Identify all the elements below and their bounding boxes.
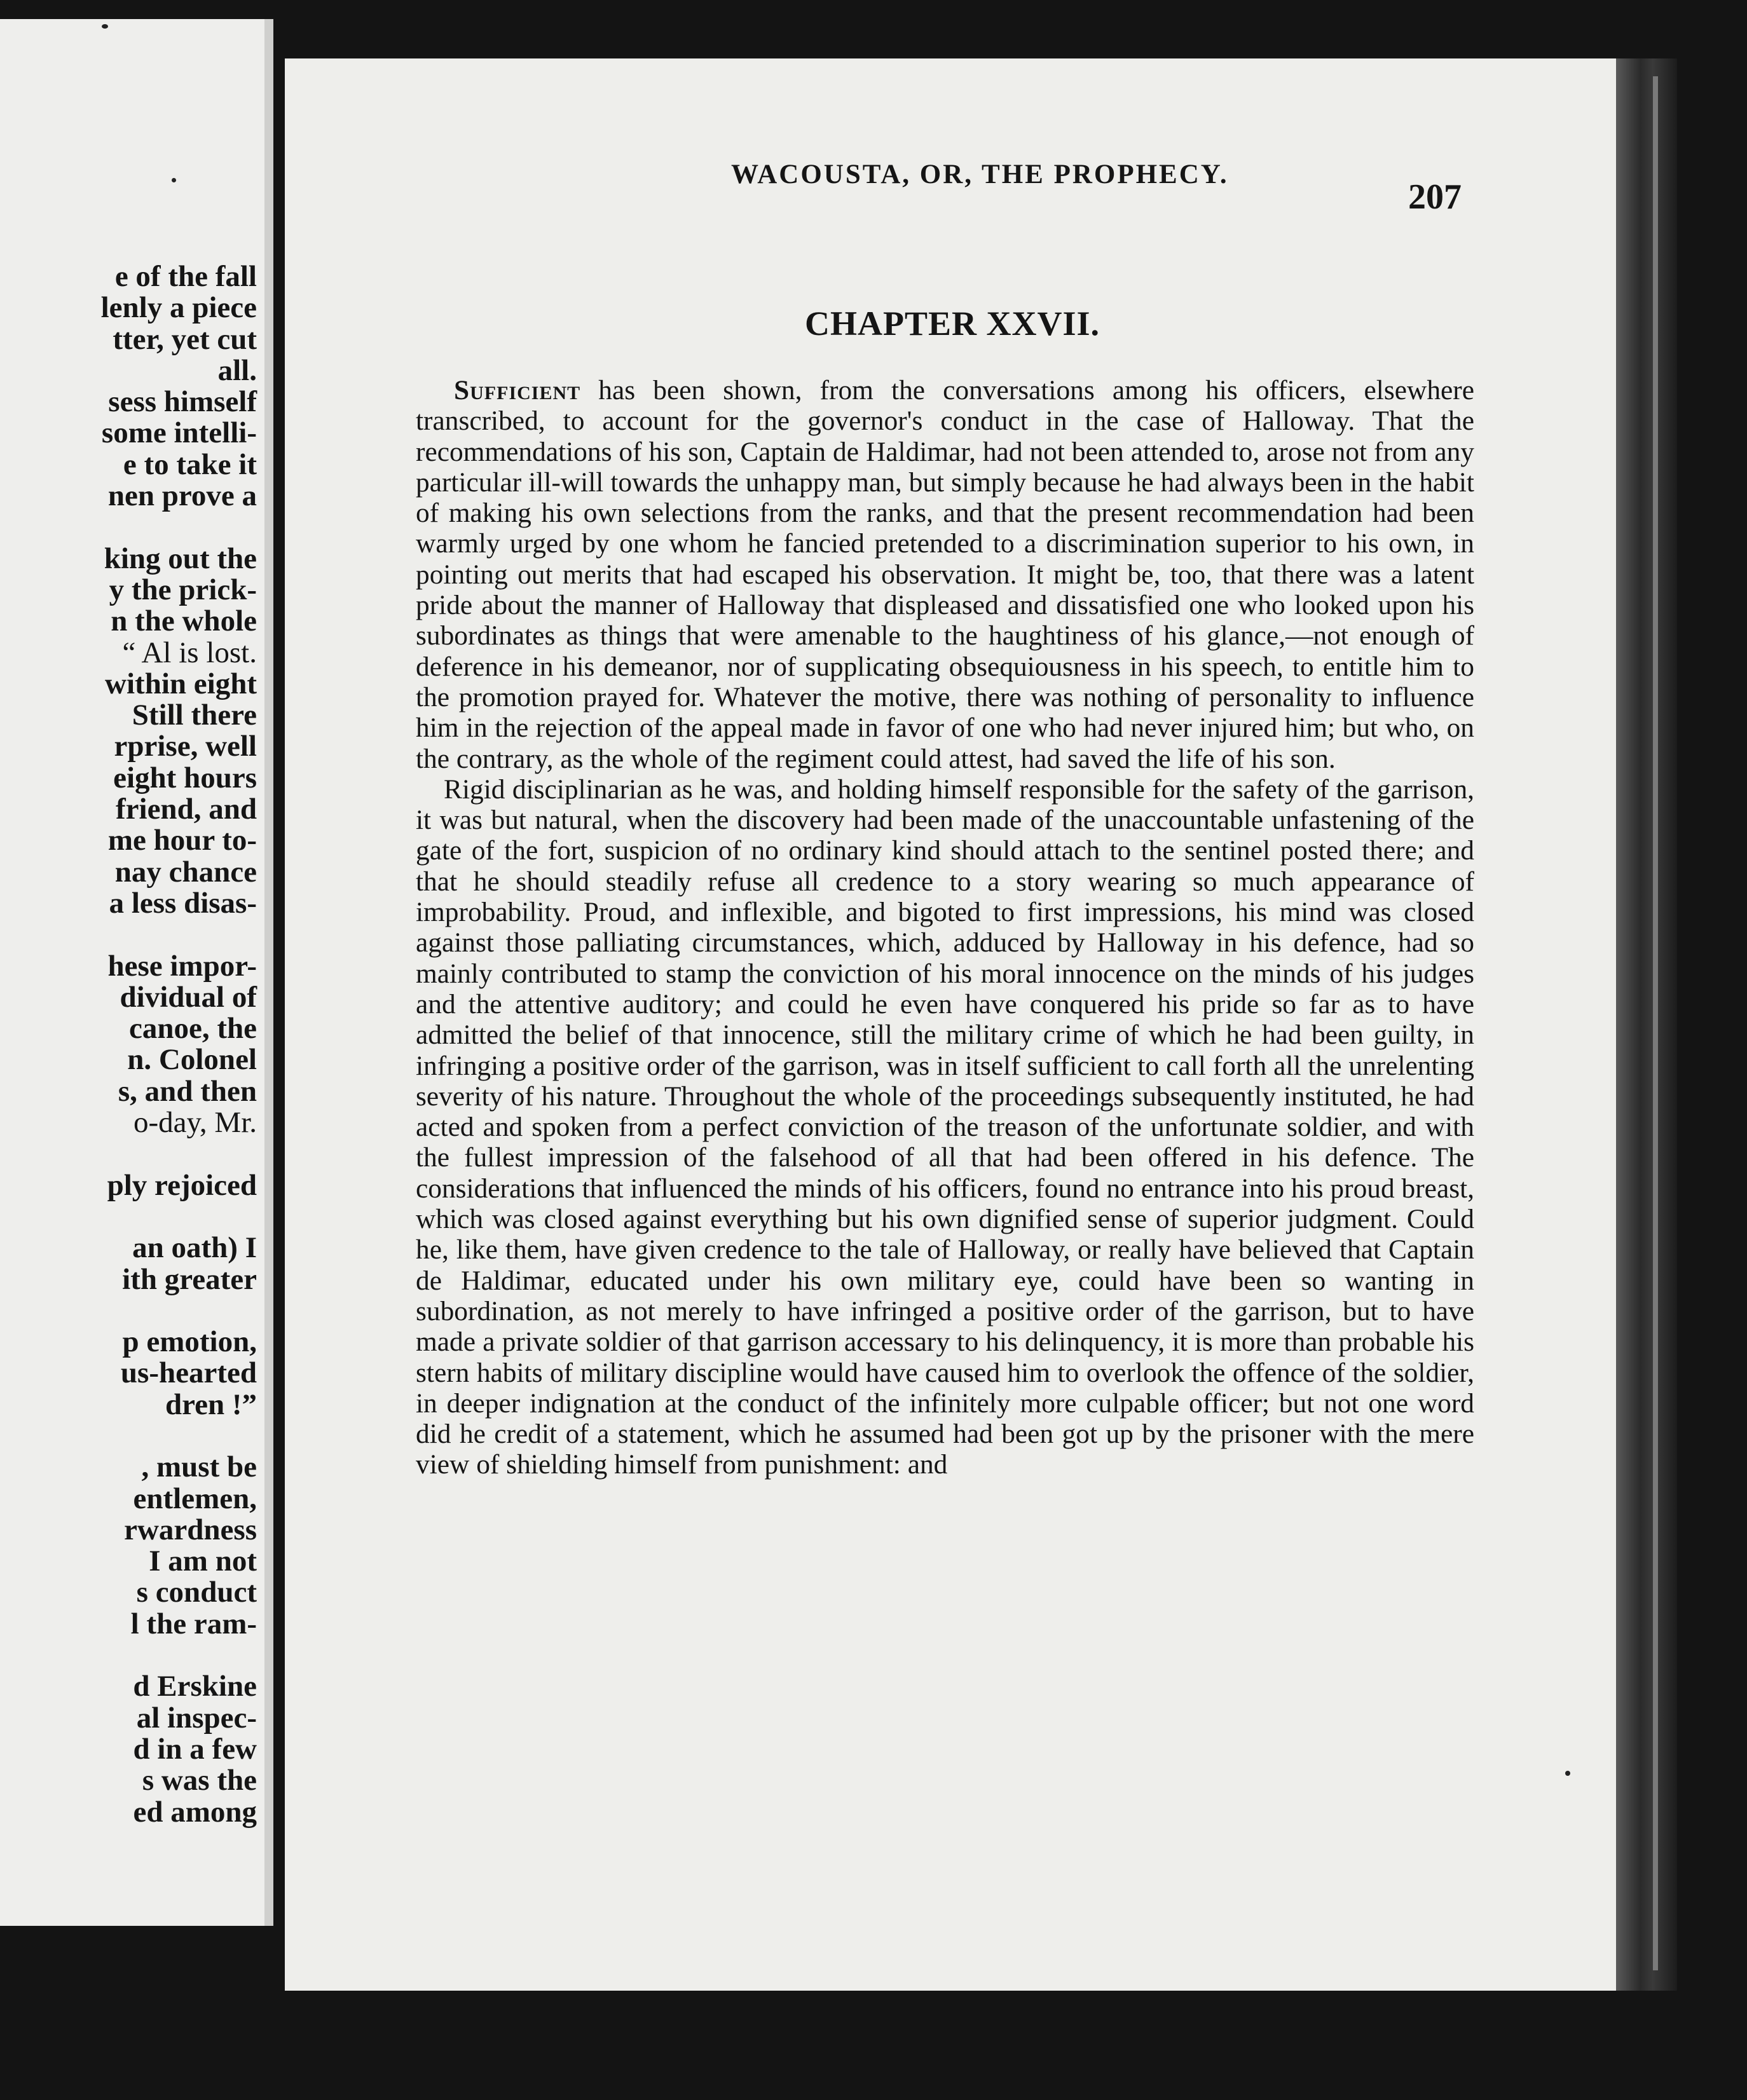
scan-speck [1565,1771,1570,1776]
running-head: WACOUSTA, OR, THE PROPHECY. [731,160,1229,189]
left-page-text [101,262,257,1829]
left-page-line: l the ram- [130,1607,257,1640]
paragraph-2 [416,774,1474,1480]
paragraph-text: Rigid disciplinarian as he was, and holding himself responsible for the safety of the garrison, it was but natural, when the discovery had been made of the unaccountable unfastening of the gate of the fort, suspicion of no ordinary kind should attach to the sentinel posted there; and that he should steadily refuse all credence to a story wearing so much appearance of improbability. Proud, and inflexible, and bigoted to first impressions, his mind was closed against those palliating circumstances, which, adduced by Halloway in his defence, had so mainly contributed to stamp the conviction of his moral innocence on the minds of his judges and the attentive auditory; and could he even have conquered his pride so far as to have admitted the belief of that innocence, still the military crime of which he had been guilty, in infringing a positive order of the garrison, was in itself sufficient to call forth all the unrelenting severity of his nature. Throughout the whole of the proceedings subsequently instituted, he had acted and spoken from a perfect conviction of the treason of the unfortunate soldier, and with the fullest impression of the falsehood of all that had been offered in his defence. The considerations that influenced the minds of his officers, found no entrance into his proud breast, which was closed against everything but his own dignified sense of superior judgment. Could he, like them, have given credence to the tale of Halloway, or really have believed that Captain de Haldimar, educated under his own military eye, could have been so wanting in subordination, as not merely to have infringed a positive order of the garrison, but to have made a private soldier of that garrison accessary to his delinquency, it is more than probable his stern habits of military discipline would have caused him to overlook the offence of the soldier, in deeper indignation at the conduct of the infinitely more culpable officer; but not one word did he credit of a statement, which he assumed had been got up by the prisoner with the mere view of shielding himself from punishment: and [416,774,1474,1480]
left-page-line [101,1640,257,1672]
scan-speck [102,24,108,29]
left-page-line: s was the [142,1764,257,1797]
paragraph-text: has been shown, from the conversations among his officers, elsewhere transcribed, to account for the governor's conduct in the case of Halloway. That the recommendations of his son, Captain de Haldimar, had not been attended to, arose not from any particular ill-will towards the unhappy man, but simply because he had always been in the habit of making his own selections from the ranks, and that the present recommendation had been warmly urged by one whom he fancied pretended to a discrimination superior to his own, in pointing out merits that had escaped his observation. It might be, too, that there was a latent pride about the manner of Halloway that displeased and dissatisfied one who looked upon his subordinates as things that were amenable to the haughtiness of his glance,—not enough of deference in his demeanor, nor of supplicating obsequiousness in his speech, to entitle him to the promotion prayed for. Whatever the motive, there was nothing of personality to influence him in the rejection of the appeal made in favor of one who had never injured him; but who, on the contrary, as the whole of the regiment could attest, had saved the life of his son. [416,375,1474,774]
left-page-line: eight hours [113,761,257,794]
left-page-line: hese impor- [107,949,257,983]
left-page-line: ply rejoiced [107,1168,257,1202]
left-page-line: dividual of [120,980,257,1014]
left-page-line: “ Al is lost. [122,636,257,669]
left-page-line: p emotion, [122,1325,257,1359]
left-page-line: nen prove a [107,479,257,513]
left-page-line: e to take it [123,447,257,481]
left-page-line: d Erskine [133,1670,257,1703]
chapter-title: CHAPTER XXVII. [805,304,1100,343]
left-page-line: friend, and [116,793,257,826]
left-page-line: d in a few [133,1732,257,1766]
left-page-line: n the whole [111,604,257,638]
left-page-line: ed among [133,1795,257,1829]
left-page-gutter [264,19,273,1926]
paragraph-1 [416,375,1474,774]
left-page-line [101,1202,257,1233]
left-page-line [101,920,257,951]
left-page-line [101,512,257,543]
left-page-line: canoe, the [128,1012,257,1046]
left-page-line: king out the [104,542,257,575]
left-page-line: s, and then [118,1074,257,1108]
left-page-line [101,1139,257,1170]
left-page-line: s conduct [136,1576,257,1609]
left-page-line [101,1296,257,1327]
left-page [0,19,273,1926]
left-page-line: an oath) I [132,1231,257,1265]
scan-speck [172,178,176,182]
left-page-line: ith greater [122,1262,257,1296]
left-page-line: rwardness [124,1513,257,1546]
left-page-line: a less disas- [109,886,257,920]
left-page-line [101,1421,257,1452]
paragraph-lead-word: Sufficient [454,375,581,406]
left-page-line: some intelli- [101,416,257,450]
left-page-line: nay chance [114,855,257,889]
page-number: 207 [1408,177,1462,217]
left-page-line: y the prick- [109,573,257,606]
left-page-line: n. Colonel [127,1043,257,1077]
page-edge [1616,58,1677,1991]
left-page-line: me hour to- [107,824,257,857]
left-page-line: , must be [141,1450,257,1484]
left-page-line: us-hearted [120,1356,257,1390]
chapter-body [416,375,1474,1480]
left-page-line: Still there [132,699,257,732]
left-page-line: I am not [149,1544,257,1578]
left-page-line: e of the fall [114,260,257,293]
left-page-line: within eight [105,667,257,700]
left-page-line: al inspec- [136,1701,257,1735]
left-page-line: tter, yet cut [113,322,257,356]
left-page-line: dren !” [165,1388,257,1421]
left-page-line: sess himself [108,385,257,419]
left-page-line: lenly a piece [100,291,257,325]
left-page-line: entlemen, [133,1482,257,1515]
left-page-line: o-day, Mr. [133,1106,257,1140]
page-edge-shadow [1653,76,1658,1970]
left-page-line: rprise, well [114,730,257,763]
left-page-line: all. [217,353,257,387]
